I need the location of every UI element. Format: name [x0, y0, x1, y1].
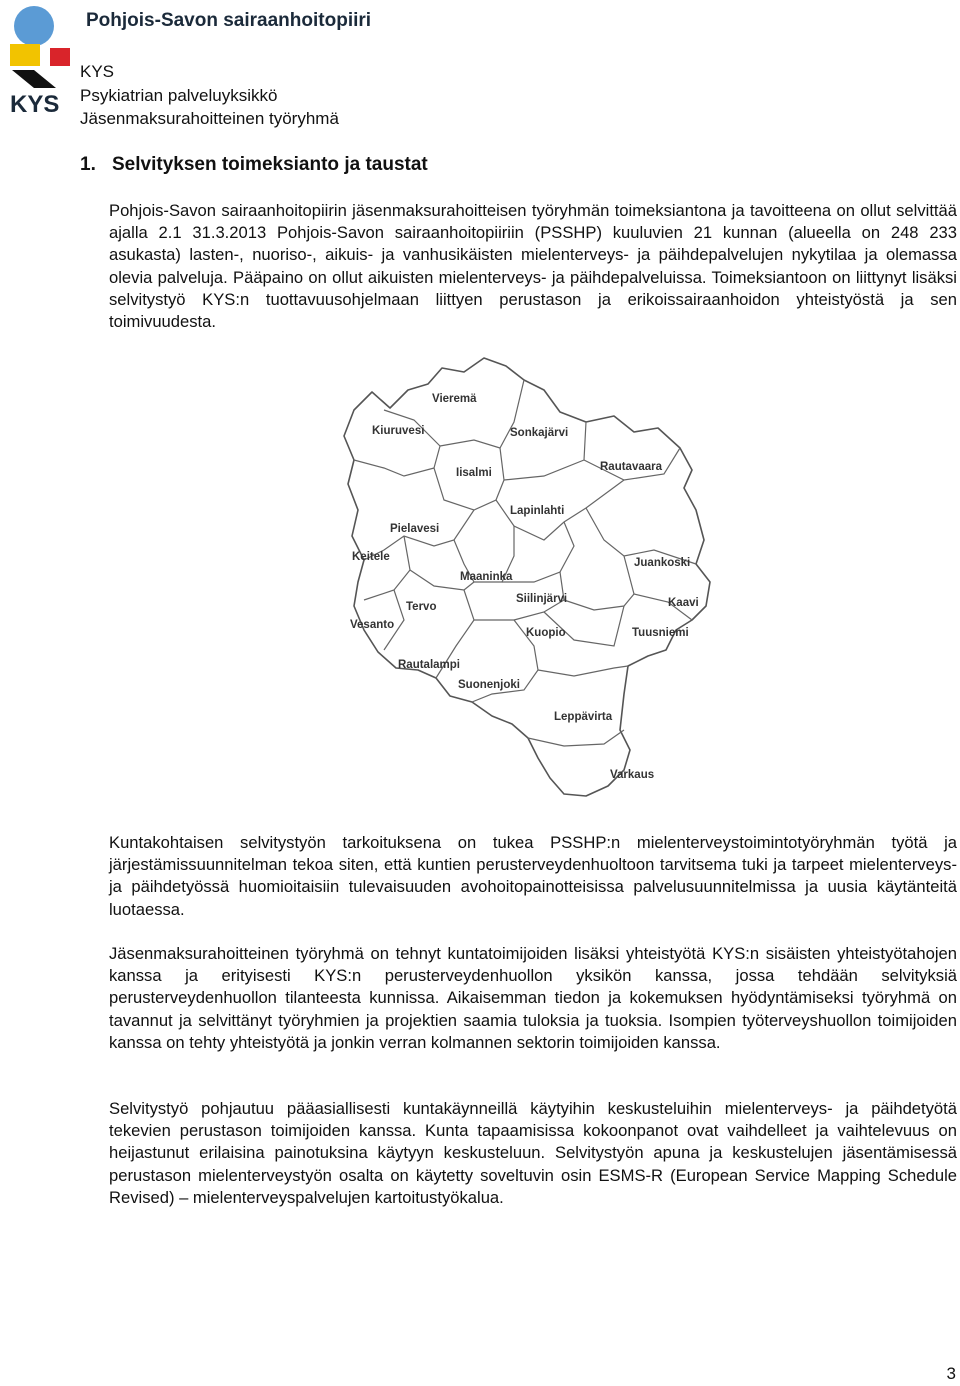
header-line-workgroup: Jäsenmaksurahoitteinen työryhmä: [80, 109, 339, 128]
map-label-keitele: Keitele: [352, 551, 390, 563]
header-line-unit: KYS: [80, 62, 115, 81]
header-line-department: Psykiatrian palveluyksikkö: [80, 86, 278, 105]
municipality-map: [324, 350, 742, 810]
logo-black-shape: [12, 70, 56, 88]
section-number: 1.: [80, 154, 96, 175]
paragraph-cooperation: Jäsenmaksurahoitteinen työryhmä on tehnyt kuntatoimijoiden lisäksi yhteistyötä KYS:n sisäisten yhteistyötahojen kanssa ja erityisesti KYS:n perusterveydenhuollon yksikön kanssa, jossa tehdään selvityksiä perusterveydenhuollon tilanteesta kunnissa. Aikaisemman tiedon ja kokemuksen hyödyntämiseksi työryhmä on tavannut ja selvittänyt työryhmien ja projektien saamia tuloksia ja tuoksia. Isompien työterveyshuollon toimijoiden kanssa on tehty yhteistyötä ja jonkin verran kolmannen sektorin toimijoiden kanssa.: [109, 944, 957, 1052]
kys-logo: [4, 4, 74, 116]
map-label-vieremä: Vieremä: [432, 393, 477, 405]
map-label-varkaus: Varkaus: [610, 769, 655, 781]
section-title: Selvityksen toimeksianto ja taustat: [112, 154, 428, 175]
map-label-juankoski: Juankoski: [634, 557, 691, 569]
logo-red-shape: [50, 48, 70, 66]
section-heading: [80, 154, 428, 176]
logo-yellow-shape: [10, 44, 40, 66]
map-label-iisalmi: Iisalmi: [456, 467, 492, 479]
map-label-tuusniemi: Tuusniemi: [632, 627, 689, 639]
map-label-kiuruvesi: Kiuruvesi: [372, 425, 425, 437]
map-label-leppävirta: Leppävirta: [554, 711, 613, 723]
map-label-tervo: Tervo: [406, 601, 437, 613]
logo-text: KYS: [10, 91, 60, 116]
map-label-maaninka: Maaninka: [460, 571, 513, 583]
logo-blue-circle: [14, 6, 54, 46]
map-label-kaavi: Kaavi: [668, 597, 699, 609]
paragraph-purpose: Kuntakohtaisen selvitystyön tarkoituksena on tukea PSSHP:n mielenterveystoimintotyöryhmän työtä ja järjestämissuunnitelman tekoa siten, että kuntien perusterveydenhuoltoon tarvitsema tuki ja tarpeet mielenterveys- ja päihdetyössä huomioitaisiin tulevaisuuden avohoitopainotteisissa palvelusuunnitelmissa ja uusia käytänteitä luotaessa.: [109, 833, 957, 919]
paragraph-method: Selvitystyö pohjautuu pääasiallisesti kuntakäynneillä käytyihin keskusteluihin mielenterveys- ja päihdetyötä tekevien perustason toimijoiden kanssa. Kunta tapaamisissa kokoonpanot ovat vaihdelleet ja vaihtelevuus on heijastunut erilaisina painotuksina käytyyn keskusteluun. Selvitystyön apuna ja keskustelujen jäsentämisessä perustason mielenterveystyön osalta on käytetty soveltuvin osin ESMS-R (European Service Mapping Schedule Revised) – mielenterveyspalvelujen kartoitustyökalua.: [109, 1099, 957, 1207]
map-label-sonkajärvi: Sonkajärvi: [510, 427, 569, 439]
map-label-kuopio: Kuopio: [526, 627, 566, 639]
map-label-lapinlahti: Lapinlahti: [510, 505, 565, 517]
map-label-suonenjoki: Suonenjoki: [458, 679, 520, 691]
map-label-vesanto: Vesanto: [350, 619, 395, 631]
map-label-pielavesi: Pielavesi: [390, 523, 440, 535]
map-label-rautavaara: Rautavaara: [600, 461, 663, 473]
map-label-siilinjärvi: Siilinjärvi: [516, 593, 568, 605]
map-label-rautalampi: Rautalampi: [398, 659, 460, 671]
paragraph-intro: Pohjois-Savon sairaanhoitopiirin jäsenmaksurahoitteisen työryhmän toimeksiantona ja tavoitteena on ollut selvittää ajalla 2.1 31.3.2013 Pohjois-Savon sairaanhoitopiiriin (PSSHP) kuuluvien 21 kunnan (alueella on 248 233 asukasta) lasten-, nuoriso-, aikuis- ja vanhusikäisten mielenterveys- ja päihdepalvelujen nykytilaa ja olemassa olevia palveluja. Pääpaino on ollut aikuisten mielenterveys- ja päihdepalveluissa. Toimeksiantoon on liittynyt lisäksi selvitystyö KYS:n tuottavuusohjelmaan liittyen perustason ja erikoissairaanhoidon yhteistyöstä ja sen toimivuudesta.: [109, 201, 957, 332]
map-outline: [344, 358, 710, 796]
organization-name: Pohjois-Savon sairaanhoitopiiri: [86, 10, 372, 31]
page-number: 3: [946, 1364, 956, 1383]
